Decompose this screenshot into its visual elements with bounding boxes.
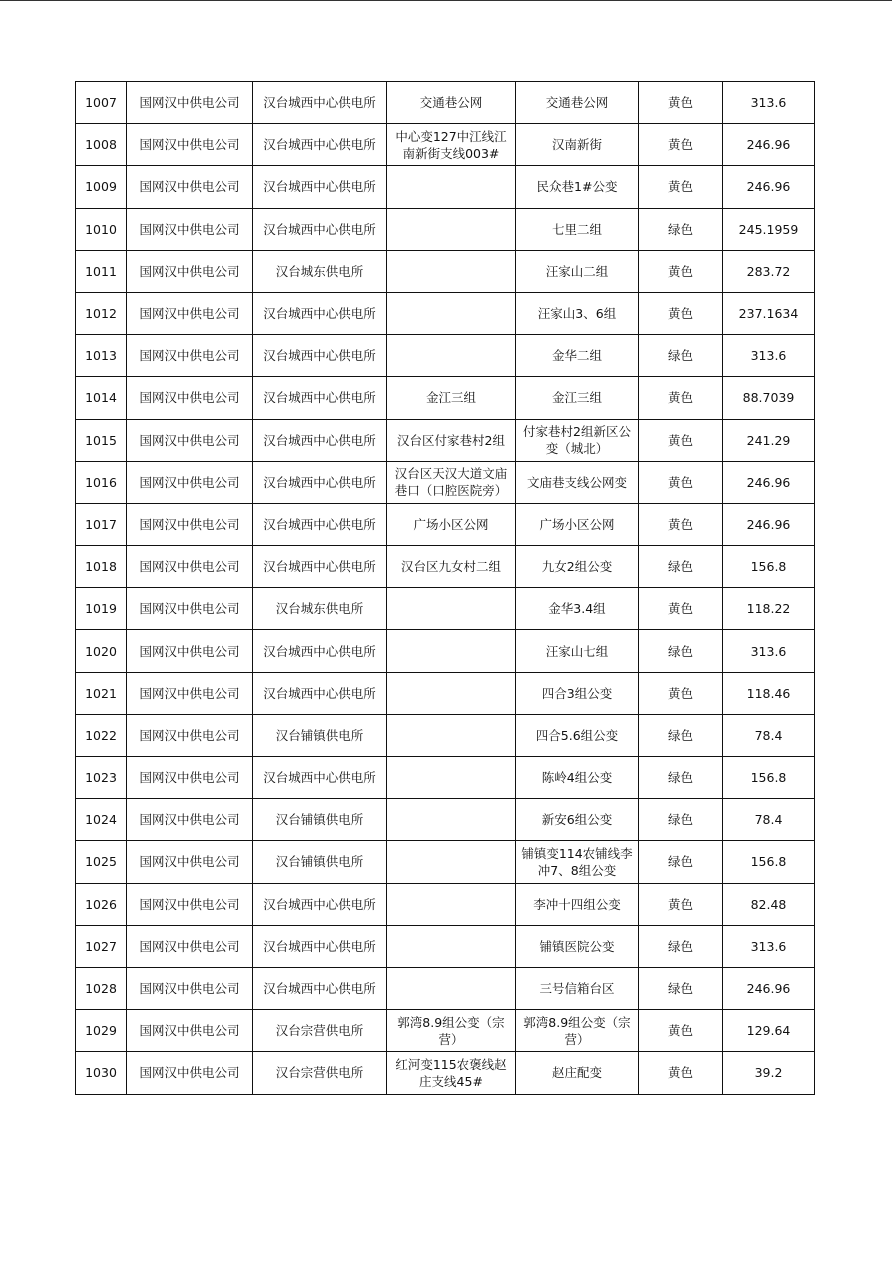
cell-transformer-name: 汪家山二组: [516, 250, 639, 292]
cell-status-color: 黄色: [639, 1010, 723, 1052]
cell-serial-number: 1021: [76, 672, 127, 714]
cell-company: 国网汉中供电公司: [127, 82, 253, 124]
cell-status-color: 黄色: [639, 503, 723, 545]
cell-supply-station: 汉台城西中心供电所: [253, 419, 387, 461]
cell-serial-number: 1014: [76, 377, 127, 419]
cell-line-location: 汉台区天汉大道文庙巷口（口腔医院旁）: [387, 461, 516, 503]
cell-company: 国网汉中供电公司: [127, 208, 253, 250]
cell-capacity: 237.1634: [723, 292, 815, 334]
cell-company: 国网汉中供电公司: [127, 166, 253, 208]
cell-transformer-name: 新安6组公变: [516, 799, 639, 841]
cell-transformer-name: 四合3组公变: [516, 672, 639, 714]
table-row: [76, 250, 815, 292]
cell-line-location: 汉台区九女村二组: [387, 546, 516, 588]
cell-line-location: 红河变115农褒线赵庄支线45#: [387, 1052, 516, 1094]
cell-line-location: [387, 166, 516, 208]
cell-capacity: 39.2: [723, 1052, 815, 1094]
cell-company: 国网汉中供电公司: [127, 503, 253, 545]
cell-capacity: 88.7039: [723, 377, 815, 419]
cell-company: 国网汉中供电公司: [127, 757, 253, 799]
cell-company: 国网汉中供电公司: [127, 714, 253, 756]
cell-transformer-name: 铺镇变114农铺线李冲7、8组公变: [516, 841, 639, 883]
cell-supply-station: 汉台城西中心供电所: [253, 925, 387, 967]
cell-transformer-name: 李冲十四组公变: [516, 883, 639, 925]
table-row: [76, 124, 815, 166]
cell-transformer-name: 陈岭4组公变: [516, 757, 639, 799]
cell-status-color: 绿色: [639, 208, 723, 250]
cell-line-location: [387, 799, 516, 841]
cell-transformer-name: 汉南新街: [516, 124, 639, 166]
table-row: [76, 461, 815, 503]
cell-supply-station: 汉台城西中心供电所: [253, 757, 387, 799]
cell-line-location: [387, 335, 516, 377]
cell-supply-station: 汉台铺镇供电所: [253, 841, 387, 883]
cell-capacity: 78.4: [723, 714, 815, 756]
cell-transformer-name: 金华3.4组: [516, 588, 639, 630]
cell-company: 国网汉中供电公司: [127, 1052, 253, 1094]
cell-serial-number: 1007: [76, 82, 127, 124]
cell-supply-station: 汉台城西中心供电所: [253, 377, 387, 419]
cell-company: 国网汉中供电公司: [127, 461, 253, 503]
cell-supply-station: 汉台城西中心供电所: [253, 208, 387, 250]
cell-supply-station: 汉台城西中心供电所: [253, 503, 387, 545]
cell-supply-station: 汉台宗营供电所: [253, 1010, 387, 1052]
cell-status-color: 黄色: [639, 419, 723, 461]
cell-capacity: 129.64: [723, 1010, 815, 1052]
cell-transformer-name: 铺镇医院公变: [516, 925, 639, 967]
cell-serial-number: 1024: [76, 799, 127, 841]
cell-supply-station: 汉台城西中心供电所: [253, 967, 387, 1009]
capacity-table: [75, 81, 815, 1095]
cell-capacity: 241.29: [723, 419, 815, 461]
cell-capacity: 118.46: [723, 672, 815, 714]
table-row: [76, 588, 815, 630]
cell-capacity: 313.6: [723, 925, 815, 967]
cell-line-location: 广场小区公网: [387, 503, 516, 545]
cell-capacity: 118.22: [723, 588, 815, 630]
cell-supply-station: 汉台铺镇供电所: [253, 799, 387, 841]
cell-transformer-name: 汪家山七组: [516, 630, 639, 672]
cell-transformer-name: 三号信箱台区: [516, 967, 639, 1009]
cell-serial-number: 1026: [76, 883, 127, 925]
cell-supply-station: 汉台宗营供电所: [253, 1052, 387, 1094]
cell-line-location: 中心变127中江线江南新街支线003#: [387, 124, 516, 166]
cell-serial-number: 1019: [76, 588, 127, 630]
cell-capacity: 245.1959: [723, 208, 815, 250]
table-row: [76, 546, 815, 588]
table-row: [76, 714, 815, 756]
cell-supply-station: 汉台城东供电所: [253, 588, 387, 630]
cell-status-color: 绿色: [639, 630, 723, 672]
cell-transformer-name: 民众巷1#公变: [516, 166, 639, 208]
cell-capacity: 156.8: [723, 841, 815, 883]
cell-supply-station: 汉台城西中心供电所: [253, 166, 387, 208]
cell-status-color: 黄色: [639, 82, 723, 124]
cell-serial-number: 1028: [76, 967, 127, 1009]
cell-serial-number: 1023: [76, 757, 127, 799]
cell-company: 国网汉中供电公司: [127, 546, 253, 588]
cell-transformer-name: 九女2组公变: [516, 546, 639, 588]
table-row: [76, 1052, 815, 1094]
cell-serial-number: 1011: [76, 250, 127, 292]
cell-status-color: 黄色: [639, 292, 723, 334]
cell-transformer-name: 交通巷公网: [516, 82, 639, 124]
cell-transformer-name: 付家巷村2组新区公变（城北）: [516, 419, 639, 461]
cell-capacity: 82.48: [723, 883, 815, 925]
cell-serial-number: 1015: [76, 419, 127, 461]
cell-line-location: [387, 588, 516, 630]
cell-line-location: 交通巷公网: [387, 82, 516, 124]
cell-transformer-name: 七里二组: [516, 208, 639, 250]
cell-line-location: [387, 925, 516, 967]
table-row: [76, 82, 815, 124]
cell-supply-station: 汉台城西中心供电所: [253, 546, 387, 588]
cell-status-color: 绿色: [639, 757, 723, 799]
table-row: [76, 208, 815, 250]
cell-status-color: 黄色: [639, 461, 723, 503]
table-row: [76, 292, 815, 334]
cell-status-color: 黄色: [639, 124, 723, 166]
cell-line-location: 金江三组: [387, 377, 516, 419]
cell-supply-station: 汉台城西中心供电所: [253, 292, 387, 334]
cell-line-location: [387, 757, 516, 799]
cell-serial-number: 1020: [76, 630, 127, 672]
cell-supply-station: 汉台城西中心供电所: [253, 672, 387, 714]
cell-serial-number: 1012: [76, 292, 127, 334]
cell-capacity: 246.96: [723, 503, 815, 545]
cell-line-location: [387, 250, 516, 292]
cell-capacity: 78.4: [723, 799, 815, 841]
table-row: [76, 335, 815, 377]
cell-supply-station: 汉台城西中心供电所: [253, 883, 387, 925]
cell-company: 国网汉中供电公司: [127, 250, 253, 292]
cell-serial-number: 1029: [76, 1010, 127, 1052]
table-row: [76, 503, 815, 545]
cell-status-color: 黄色: [639, 250, 723, 292]
cell-company: 国网汉中供电公司: [127, 799, 253, 841]
cell-status-color: 绿色: [639, 335, 723, 377]
cell-status-color: 黄色: [639, 166, 723, 208]
cell-status-color: 黄色: [639, 672, 723, 714]
cell-transformer-name: 郭湾8.9组公变（宗营）: [516, 1010, 639, 1052]
cell-supply-station: 汉台城东供电所: [253, 250, 387, 292]
table-row: [76, 166, 815, 208]
cell-line-location: [387, 630, 516, 672]
cell-status-color: 绿色: [639, 546, 723, 588]
cell-company: 国网汉中供电公司: [127, 124, 253, 166]
cell-line-location: [387, 208, 516, 250]
cell-transformer-name: 四合5.6组公变: [516, 714, 639, 756]
cell-company: 国网汉中供电公司: [127, 292, 253, 334]
cell-transformer-name: 金江三组: [516, 377, 639, 419]
cell-supply-station: 汉台城西中心供电所: [253, 124, 387, 166]
cell-status-color: 绿色: [639, 799, 723, 841]
cell-status-color: 黄色: [639, 588, 723, 630]
cell-supply-station: 汉台城西中心供电所: [253, 82, 387, 124]
cell-company: 国网汉中供电公司: [127, 925, 253, 967]
cell-status-color: 绿色: [639, 841, 723, 883]
cell-serial-number: 1010: [76, 208, 127, 250]
page-top-rule: [0, 0, 892, 1]
cell-serial-number: 1022: [76, 714, 127, 756]
cell-status-color: 黄色: [639, 883, 723, 925]
cell-capacity: 246.96: [723, 967, 815, 1009]
cell-company: 国网汉中供电公司: [127, 630, 253, 672]
cell-supply-station: 汉台铺镇供电所: [253, 714, 387, 756]
table-row: [76, 630, 815, 672]
cell-line-location: 郭湾8.9组公变（宗营）: [387, 1010, 516, 1052]
cell-line-location: 汉台区付家巷村2组: [387, 419, 516, 461]
cell-line-location: [387, 883, 516, 925]
cell-serial-number: 1009: [76, 166, 127, 208]
cell-company: 国网汉中供电公司: [127, 967, 253, 1009]
table-body: [76, 82, 815, 1095]
cell-capacity: 156.8: [723, 546, 815, 588]
table-row: [76, 799, 815, 841]
cell-company: 国网汉中供电公司: [127, 1010, 253, 1052]
cell-serial-number: 1030: [76, 1052, 127, 1094]
cell-line-location: [387, 714, 516, 756]
cell-company: 国网汉中供电公司: [127, 841, 253, 883]
cell-company: 国网汉中供电公司: [127, 588, 253, 630]
cell-status-color: 绿色: [639, 925, 723, 967]
cell-supply-station: 汉台城西中心供电所: [253, 335, 387, 377]
table-row: [76, 883, 815, 925]
cell-capacity: 246.96: [723, 461, 815, 503]
cell-transformer-name: 文庙巷支线公网变: [516, 461, 639, 503]
cell-transformer-name: 广场小区公网: [516, 503, 639, 545]
cell-line-location: [387, 967, 516, 1009]
cell-capacity: 313.6: [723, 82, 815, 124]
table-row: [76, 1010, 815, 1052]
cell-transformer-name: 赵庄配变: [516, 1052, 639, 1094]
table-row: [76, 841, 815, 883]
table-row: [76, 925, 815, 967]
table-row: [76, 672, 815, 714]
cell-line-location: [387, 672, 516, 714]
cell-transformer-name: 汪家山3、6组: [516, 292, 639, 334]
cell-supply-station: 汉台城西中心供电所: [253, 630, 387, 672]
cell-serial-number: 1025: [76, 841, 127, 883]
cell-capacity: 313.6: [723, 630, 815, 672]
cell-serial-number: 1016: [76, 461, 127, 503]
cell-line-location: [387, 841, 516, 883]
cell-company: 国网汉中供电公司: [127, 883, 253, 925]
table-row: [76, 967, 815, 1009]
cell-status-color: 黄色: [639, 1052, 723, 1094]
table-row: [76, 757, 815, 799]
cell-company: 国网汉中供电公司: [127, 419, 253, 461]
cell-capacity: 156.8: [723, 757, 815, 799]
cell-serial-number: 1008: [76, 124, 127, 166]
cell-status-color: 黄色: [639, 377, 723, 419]
cell-serial-number: 1027: [76, 925, 127, 967]
cell-supply-station: 汉台城西中心供电所: [253, 461, 387, 503]
cell-line-location: [387, 292, 516, 334]
table-row: [76, 419, 815, 461]
cell-capacity: 313.6: [723, 335, 815, 377]
cell-capacity: 283.72: [723, 250, 815, 292]
cell-company: 国网汉中供电公司: [127, 672, 253, 714]
cell-serial-number: 1017: [76, 503, 127, 545]
cell-serial-number: 1013: [76, 335, 127, 377]
table-row: [76, 377, 815, 419]
cell-capacity: 246.96: [723, 166, 815, 208]
cell-capacity: 246.96: [723, 124, 815, 166]
cell-status-color: 绿色: [639, 967, 723, 1009]
cell-company: 国网汉中供电公司: [127, 377, 253, 419]
cell-company: 国网汉中供电公司: [127, 335, 253, 377]
cell-status-color: 绿色: [639, 714, 723, 756]
cell-transformer-name: 金华二组: [516, 335, 639, 377]
cell-serial-number: 1018: [76, 546, 127, 588]
